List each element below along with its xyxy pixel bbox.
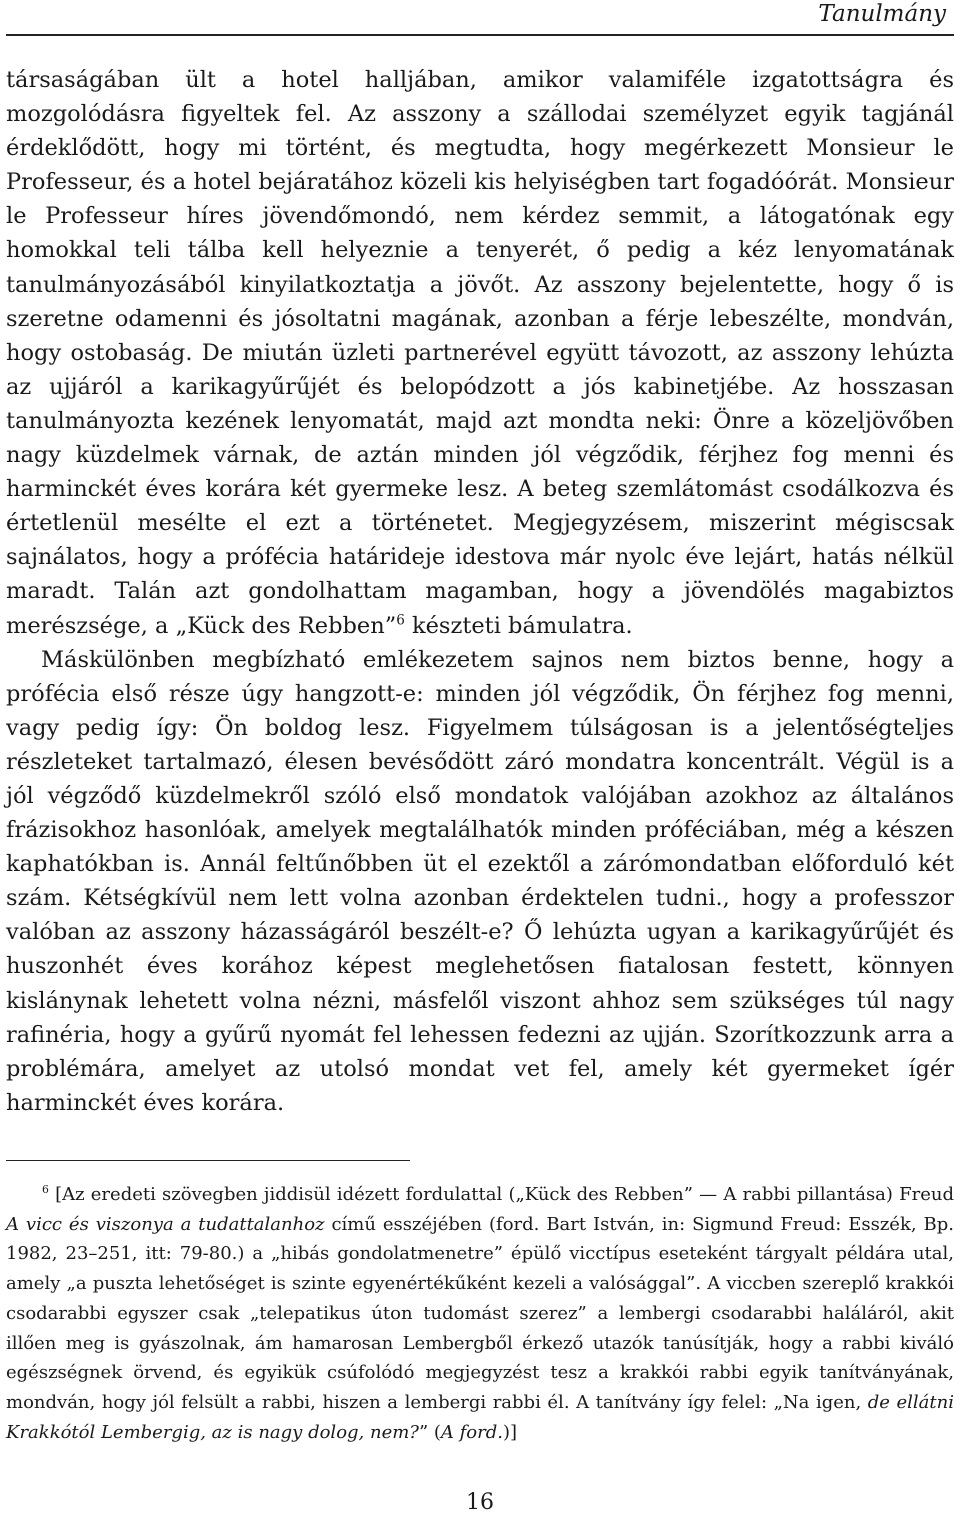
- footnote-separator: [6, 1160, 410, 1161]
- footnote-title: A vicc és viszonya a tudattalanhoz: [6, 1213, 325, 1235]
- paragraph-2: Máskülönben megbízható emlékezetem sajnos nem biztos benne, hogy a prófécia első része úgy hangzott-e: minden jól végződik, Ön férjhez fog menni, vagy pedig így: Ön boldog lesz. Figyelmem túlságosan is a jelentőségteljes részleteket tartalmazó, élesen bevésődött záró mondatra koncentrált. Végül is a jól végződő küzdelmekről szóló első mondatok valójában azokhoz az általános frázisokhoz hasonlóak, amelyek megtalálhatók minden próféciában, még a készen kaphatókban is. Annál feltűnőbben üt el ezektől a zárómondatban előforduló két szám. Kétségkívül nem lett volna azonban érdektelen tudni., hogy a professzor valóban az asszony házasságáról beszélt-e? Ő lehúzta ugyan a karikagyűrűjét és huszonhét éves korához képest meglehetősen fiatalosan festett, könnyen kislánynak lehetett volna nézni, másfelől viszont ahhoz sem szükséges túl nagy rafinéria, hogy a gyűrű nyomát fel lehessen fedezni az ujján. Szorítkozzunk arra a problémára, amelyet az utolsó mondat vet fel, amely két gyermeket ígér harminckét éves korára.: [6, 646, 954, 1116]
- running-head: Tanulmány: [818, 1, 946, 27]
- footnote-text-2: című esszéjében (ford. Bart István, in: Sigmund Freud: Esszék, Bp. 1982, 23–251, itt: 79-80.) a „hibás gondolatmenetre” épülő vicctípus eseteként tárgyalt példára utal, amely „a puszta lehetőséget is szinte egyenértékűként kezeli a valósággal”. A viccben szereplő krakkói csodarabbi egyszer csak „telepatikus úton tudomást szerez” a lembergi csodarabbi haláláról, akit illően meg is gyászolnak, ám hamarosan Lembergből érkező utazók tanúsítják, hogy a rabbi kiváló egészségnek örvend, és egyikük csúfolódó megjegyzést tesz a krakkói rabbi egyik tanítványának, mondván, hogy jól felsült a rabbi, hiszen a lembergi rabbi él. A tanítvány így felel: „Na igen,: [6, 1213, 954, 1413]
- footnote-text-3: ” (: [418, 1421, 441, 1443]
- paragraph-1: [6, 63, 954, 643]
- footnote-reference: 6: [396, 612, 405, 628]
- header-rule: [6, 34, 954, 36]
- footnote-quote: de ellátni Krakkótól Lembergig, az is nagy dolog, nem?: [6, 1391, 954, 1443]
- footnote: [6, 1180, 954, 1447]
- footnote-text-4: )]: [503, 1421, 518, 1443]
- footnote-credit: A ford.: [440, 1421, 503, 1443]
- page-number: 16: [466, 1490, 494, 1515]
- footnote-number: 6: [42, 1183, 49, 1196]
- footnote-text-1: [Az eredeti szövegben jiddisül idézett fordulattal („Kück des Rebben” — A rabbi pillantása) Freud: [48, 1184, 954, 1205]
- footnote-number-wrap: [6, 1184, 49, 1205]
- paragraph-1-tail: készteti bámulatra.: [404, 612, 633, 639]
- paragraph-1-text: társaságában ült a hotel halljában, amikor valamiféle izgatottságra és mozgolódásra figyeltek fel. Az asszony a szállodai személyzet egyik tagjánál érdeklődött, hogy mi történt, és megtudta, hogy megérkezett Monsieur le Professeur, és a hotel bejáratához közeli kis helyiségben tart fogadóórát. Monsieur le Professeur híres jövendőmondó, nem kérdez semmit, a látogatónak egy homokkal teli tálba kell helyeznie a tenyerét, ő pedig a kéz lenyomatának tanulmányozásából kinyilatkoztatja a jövőt. Az asszony bejelentette, hogy ő is szeretne odamenni és jósoltatni magának, azonban a férje lebeszélte, mondván, hogy ostobaság. De miután üzleti partnerével együtt távozott, az asszony lehúzta az ujjáról a karikagyűrűjét és belopódzott a jós kabinetjébe. Az hosszasan tanulmányozta kezének lenyomatát, majd azt mondta neki: Önre a közeljövőben nagy küzdelmek várnak, de aztán minden jól végződik, férjhez fog menni és harminckét éves korára két gyermeke lesz. A beteg szemlátomást csodálkozva és értetlenül mesélte el ezt a történetet. Megjegyzésem, miszerint mégiscsak sajnálatos, hogy a prófécia határideje idestova már nyolc éve lejárt, hatás nélkül maradt. Talán azt gondolhattam magamban, hogy a jövendölés magabiztos merészsége, a „Kück des Rebben”: [6, 67, 954, 639]
- main-text: [6, 63, 954, 1120]
